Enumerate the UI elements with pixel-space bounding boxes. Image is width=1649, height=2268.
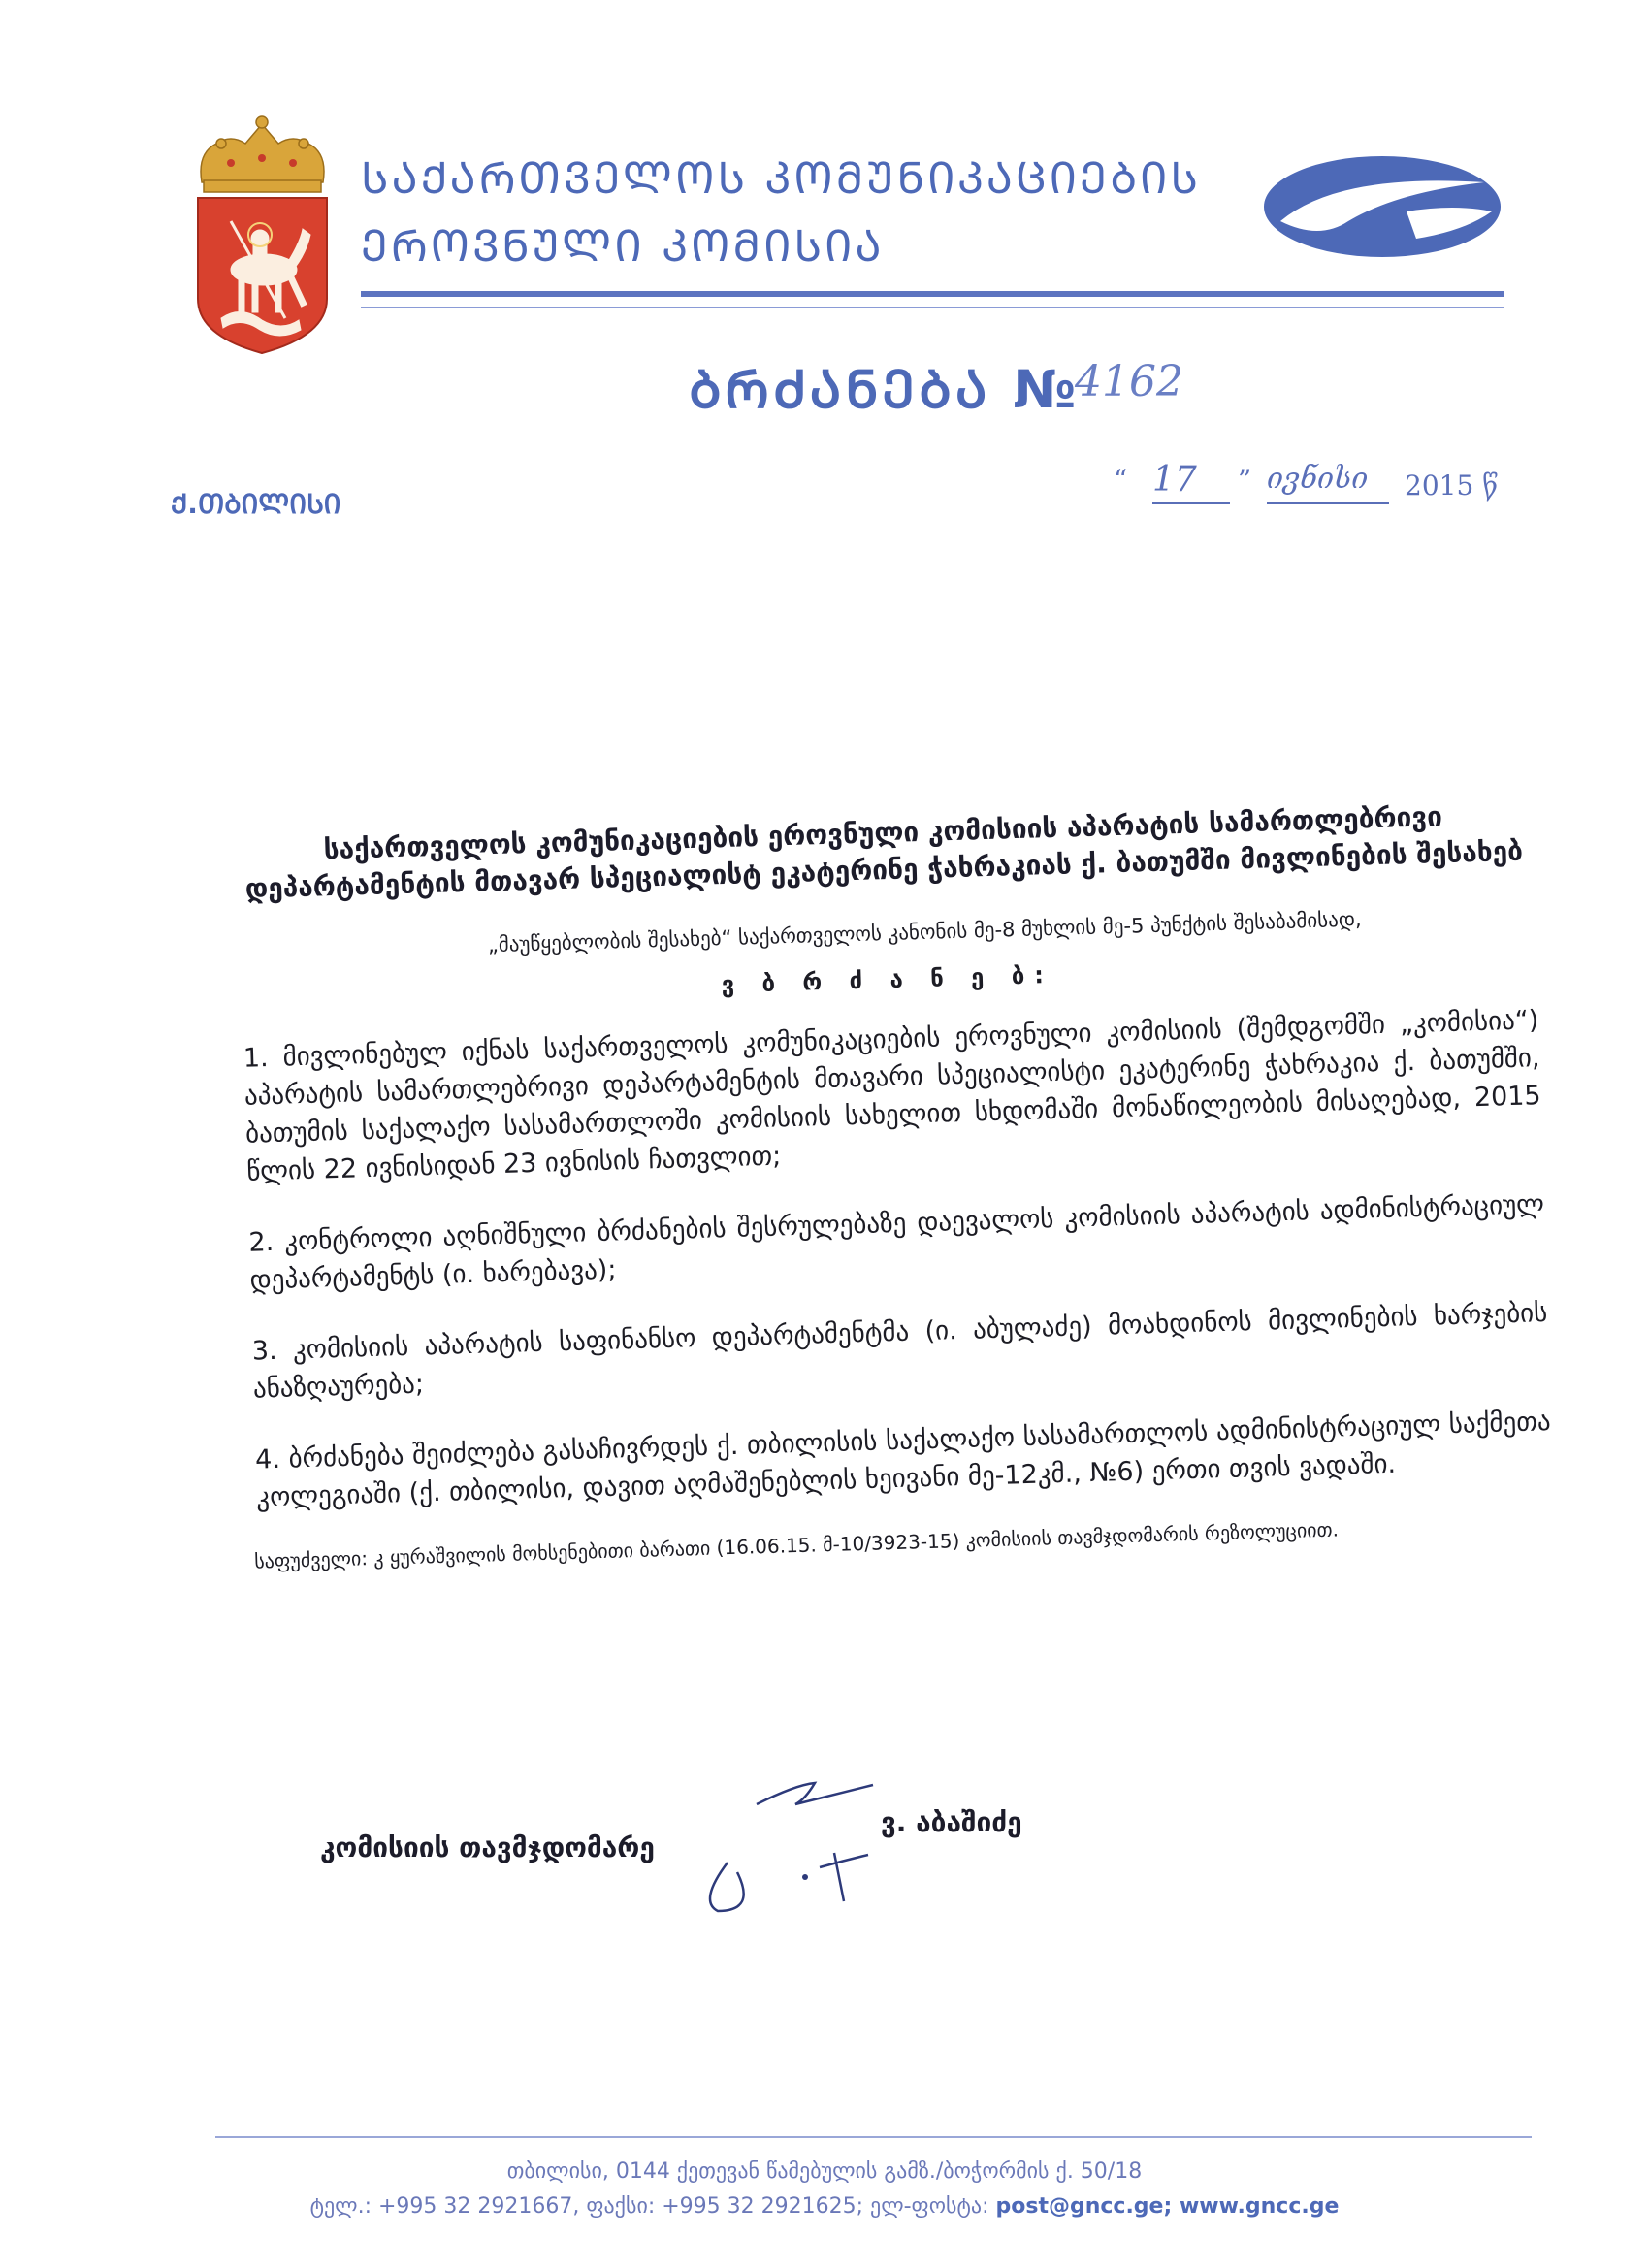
- signer-name: ვ. აბაშიძე: [881, 1806, 1022, 1838]
- organization-name-line-1: ᲡᲐᲥᲐᲠᲗᲕᲔᲚᲝᲡ ᲙᲝᲛᲣᲜᲘᲙᲐᲪᲘᲔᲑᲘᲡ: [361, 152, 1202, 204]
- order-body: [233, 795, 1554, 1572]
- date-month: ივნისი: [1267, 462, 1369, 496]
- order-item-1: 1. მივლინებულ იქნას საქართველოს კომუნიკაციების ეროვნული კომისიის (შემდგომში „კომისია“) აპარატის სამართლებრივი დეპარტამენტის მთავარი სპეციალისტი ეკატერინე ჭახრაკია ქ. ბათუმში, ბათუმის საქალაქო სასამართლოში კომისიის სახელით სხდომაში მონაწილეობის მისაღებად, 2015 წლის 22 ივნისიდან 23 ივნისის ჩათვლით;: [242, 1005, 1542, 1187]
- order-number: 4162: [1075, 357, 1183, 406]
- order-item-4: 4. ბრძანება შეიძლება გასაჩივრდეს ქ. თბილისის საქალაქო სასამართლოს ადმინისტრაციულ საქმეთა კოლეგიაში (ქ. თბილისი, დავით აღმაშენებლის ხეივანი მე-12კმ., №6) ერთი თვის ვადაში.: [254, 1406, 1552, 1513]
- order-items: [239, 1001, 1552, 1517]
- header-rule-thin: [361, 307, 1504, 308]
- orders-label: ვ ბ რ ძ ა ნ ე ბ:: [721, 960, 1054, 999]
- signer-title: კომისიის თავმჯდომარე: [320, 1831, 655, 1863]
- order-title: ᲑᲠᲫᲐᲜᲔᲑᲐ №: [689, 359, 1081, 420]
- date-day: 17: [1152, 460, 1197, 500]
- order-subject: საქართველოს კომუნიკაციების ეროვნული კომისიის აპარატის სამართლებრივი დეპარტამენტის მთავარ სპეციალისტ ეკატერინე ჭახრაკიას ქ. ბათუმში მივლინების შესახებ: [244, 800, 1524, 905]
- date-open-quote: “: [1114, 464, 1128, 496]
- footer-website-link[interactable]: www.gncc.ge: [1179, 2194, 1340, 2219]
- order-date: [1114, 460, 1502, 512]
- footer-contact: [0, 2194, 1649, 2219]
- order-item-3: 3. კომისიის აპარატის საფინანსო დეპარტამენტმა (ი. აბულაძე) მოახდინოს მივლინების ხარჯების ანაზღაურება;: [251, 1298, 1548, 1405]
- date-day-underline: [1152, 502, 1230, 504]
- footer-address: თბილისი, 0144 ქეთევან წამებულის გამზ./ბოჭორმის ქ. 50/18: [506, 2159, 1143, 2184]
- date-year: 2015 წ: [1405, 470, 1499, 502]
- footer-email-link[interactable]: post@gncc.ge: [995, 2194, 1164, 2219]
- city-label: Ქ.ᲗᲑᲘᲚᲘᲡᲘ: [171, 488, 341, 520]
- footer-separator: ;: [1163, 2194, 1180, 2219]
- date-close-quote: ”: [1238, 464, 1252, 496]
- footer-rule: [215, 2136, 1532, 2138]
- georgia-coat-of-arms-icon: [192, 114, 333, 357]
- foundation-note: საფუძველი: კ ყურაშვილის მოხსენებითი ბარათი (16.06.15. მ-10/3923-15) კომისიის თავმჯდომარის რეზოლუციით.: [253, 1517, 1340, 1573]
- organization-name-line-2: ᲔᲠᲝᲕᲜᲣᲚᲘ ᲙᲝᲛᲘᲡᲘᲐ: [361, 220, 885, 272]
- gncc-logo-icon: [1261, 153, 1504, 260]
- order-item-2: 2. კონტროლი აღნიშნული ბრძანების შესრულებაზე დაევალოს კომისიის აპარატის ადმინისტრაციულ დეპარტამენტს (ი. ხარებავა);: [248, 1189, 1545, 1296]
- footer-phone-fax: ტელ.: +995 32 2921667, ფაქსი: +995 32 2921625; ელ-ფოსტა:: [309, 2194, 996, 2219]
- date-month-underline: [1267, 502, 1389, 504]
- handwritten-signature-icon: [698, 1746, 912, 1921]
- legal-basis: „მაუწყებლობის შესახებ“ საქართველოს კანონის მე-8 მუხლის მე-5 პუნქტის შესაბამისად,: [487, 907, 1362, 957]
- header-rule-thick: [361, 291, 1504, 297]
